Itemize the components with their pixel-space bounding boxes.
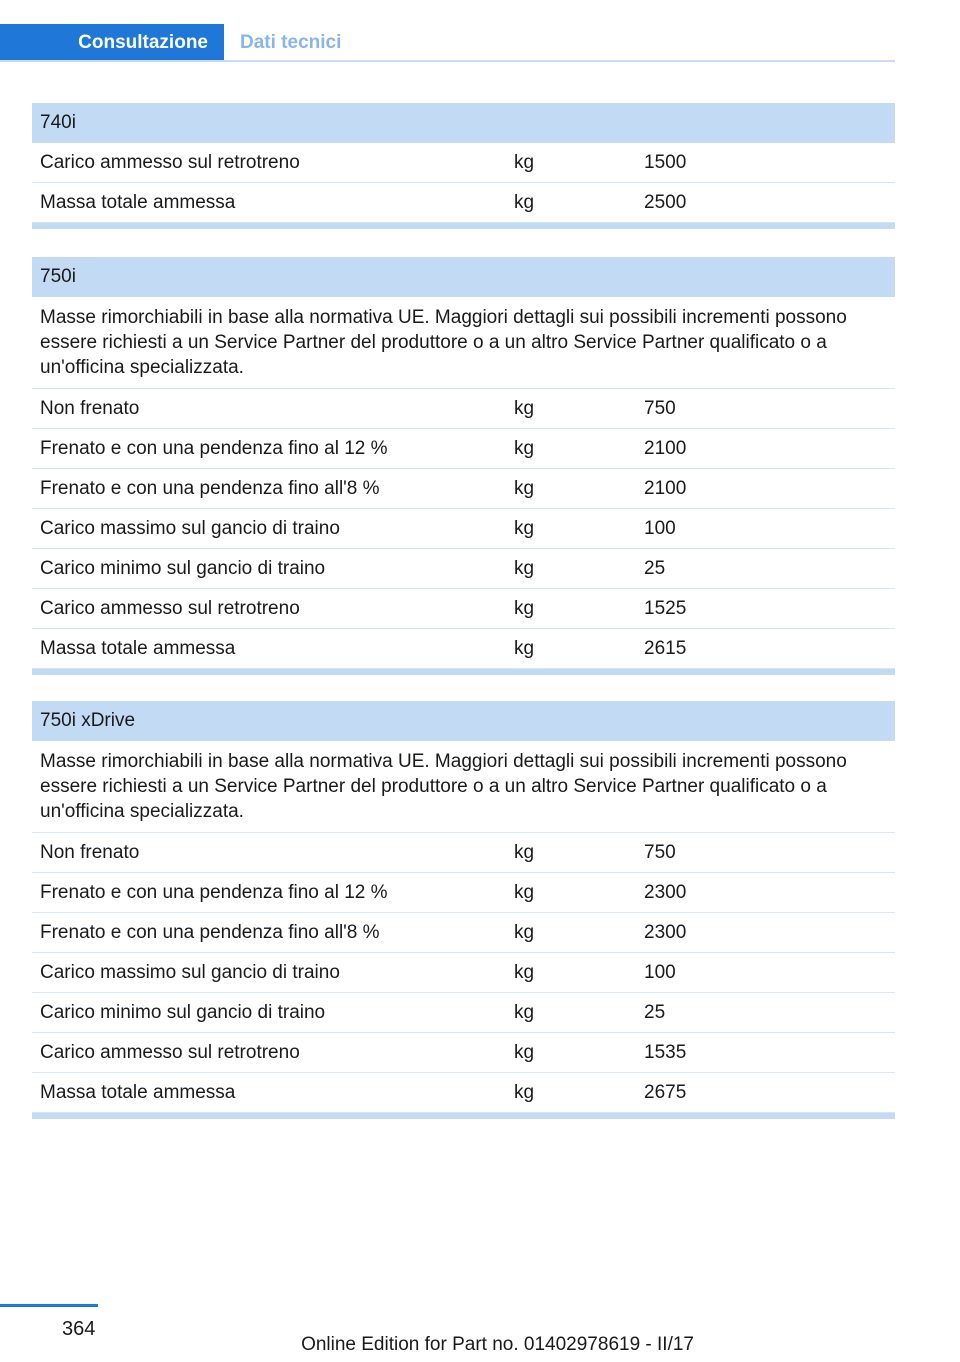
header-divider — [0, 60, 895, 62]
row-value: 1525 — [644, 597, 687, 619]
table-note: Masse rimorchiabili in base alla normativa UE. Maggiori dettagli sui possibili incrementi possono essere richiesti a un Service Partner del produttore o a un altro Service Partner qualificato o a un'officina specializzata. — [32, 741, 895, 833]
row-label: Frenato e con una pendenza fino all'8 % — [40, 477, 380, 499]
row-value: 2300 — [644, 921, 687, 943]
table-row — [32, 183, 895, 223]
row-unit: kg — [514, 597, 535, 619]
row-value: 100 — [644, 517, 676, 539]
table-row — [32, 389, 895, 429]
table-end-bar — [32, 669, 895, 675]
row-unit: kg — [514, 191, 535, 213]
row-unit: kg — [514, 921, 535, 943]
footer-accent-rule — [0, 1304, 98, 1307]
table-row — [32, 589, 895, 629]
row-unit: kg — [514, 1041, 535, 1063]
row-value: 100 — [644, 961, 676, 983]
row-label: Frenato e con una pendenza fino al 12 % — [40, 437, 388, 459]
row-label: Carico ammesso sul retrotreno — [40, 597, 300, 619]
row-unit: kg — [514, 517, 535, 539]
row-label: Non frenato — [40, 841, 140, 863]
edition-note: Online Edition for Part no. 01402978619 - II/17 — [301, 1334, 694, 1355]
row-unit: kg — [514, 881, 535, 903]
table-row — [32, 469, 895, 509]
row-label: Massa totale ammessa — [40, 191, 236, 213]
row-label: Non frenato — [40, 397, 140, 419]
row-value: 2615 — [644, 637, 687, 659]
table-title: 740i — [32, 103, 895, 143]
row-label: Carico minimo sul gancio di traino — [40, 557, 326, 579]
table-row — [32, 629, 895, 669]
row-unit: kg — [514, 961, 535, 983]
header-tabs — [0, 24, 895, 62]
row-unit: kg — [514, 151, 535, 173]
row-unit: kg — [514, 397, 535, 419]
row-unit: kg — [514, 637, 535, 659]
row-label: Carico massimo sul gancio di traino — [40, 517, 340, 539]
spec-table-750i — [32, 257, 895, 675]
row-unit: kg — [514, 1001, 535, 1023]
row-unit: kg — [514, 557, 535, 579]
table-row — [32, 143, 895, 183]
row-label: Carico ammesso sul retrotreno — [40, 151, 300, 173]
table-row — [32, 1073, 895, 1113]
table-row — [32, 1033, 895, 1073]
table-note: Masse rimorchiabili in base alla normativa UE. Maggiori dettagli sui possibili incrementi possono essere richiesti a un Service Partner del produttore o a un altro Service Partner qualificato o a un'officina specializzata. — [32, 297, 895, 389]
row-unit: kg — [514, 477, 535, 499]
row-value: 25 — [644, 1001, 666, 1023]
row-value: 2675 — [644, 1081, 687, 1103]
row-label: Carico massimo sul gancio di traino — [40, 961, 340, 983]
row-value: 2500 — [644, 191, 687, 213]
table-row — [32, 913, 895, 953]
table-end-bar — [32, 1113, 895, 1119]
row-value: 750 — [644, 397, 676, 419]
table-row — [32, 549, 895, 589]
row-value: 1535 — [644, 1041, 687, 1063]
row-value: 25 — [644, 557, 666, 579]
table-row — [32, 833, 895, 873]
table-row — [32, 953, 895, 993]
row-value: 1500 — [644, 151, 687, 173]
table-row — [32, 429, 895, 469]
row-label: Frenato e con una pendenza fino al 12 % — [40, 881, 388, 903]
tab-dati-tecnici[interactable]: Dati tecnici — [240, 32, 342, 53]
table-row — [32, 873, 895, 913]
table-title: 750i xDrive — [32, 701, 895, 741]
row-label: Massa totale ammessa — [40, 1081, 236, 1103]
row-value: 2100 — [644, 477, 687, 499]
row-unit: kg — [514, 841, 535, 863]
row-value: 750 — [644, 841, 676, 863]
table-row — [32, 993, 895, 1033]
row-label: Carico ammesso sul retrotreno — [40, 1041, 300, 1063]
page-number: 364 — [62, 1318, 96, 1340]
tab-consultazione[interactable]: Consultazione — [0, 24, 224, 62]
row-value: 2100 — [644, 437, 687, 459]
table-row — [32, 509, 895, 549]
row-label: Massa totale ammessa — [40, 637, 236, 659]
row-value: 2300 — [644, 881, 687, 903]
row-label: Carico minimo sul gancio di traino — [40, 1001, 326, 1023]
table-end-bar — [32, 223, 895, 229]
row-unit: kg — [514, 437, 535, 459]
row-label: Frenato e con una pendenza fino all'8 % — [40, 921, 380, 943]
table-title: 750i — [32, 257, 895, 297]
spec-table-750i-xdrive — [32, 701, 895, 1119]
spec-table-740i — [32, 103, 895, 229]
row-unit: kg — [514, 1081, 535, 1103]
